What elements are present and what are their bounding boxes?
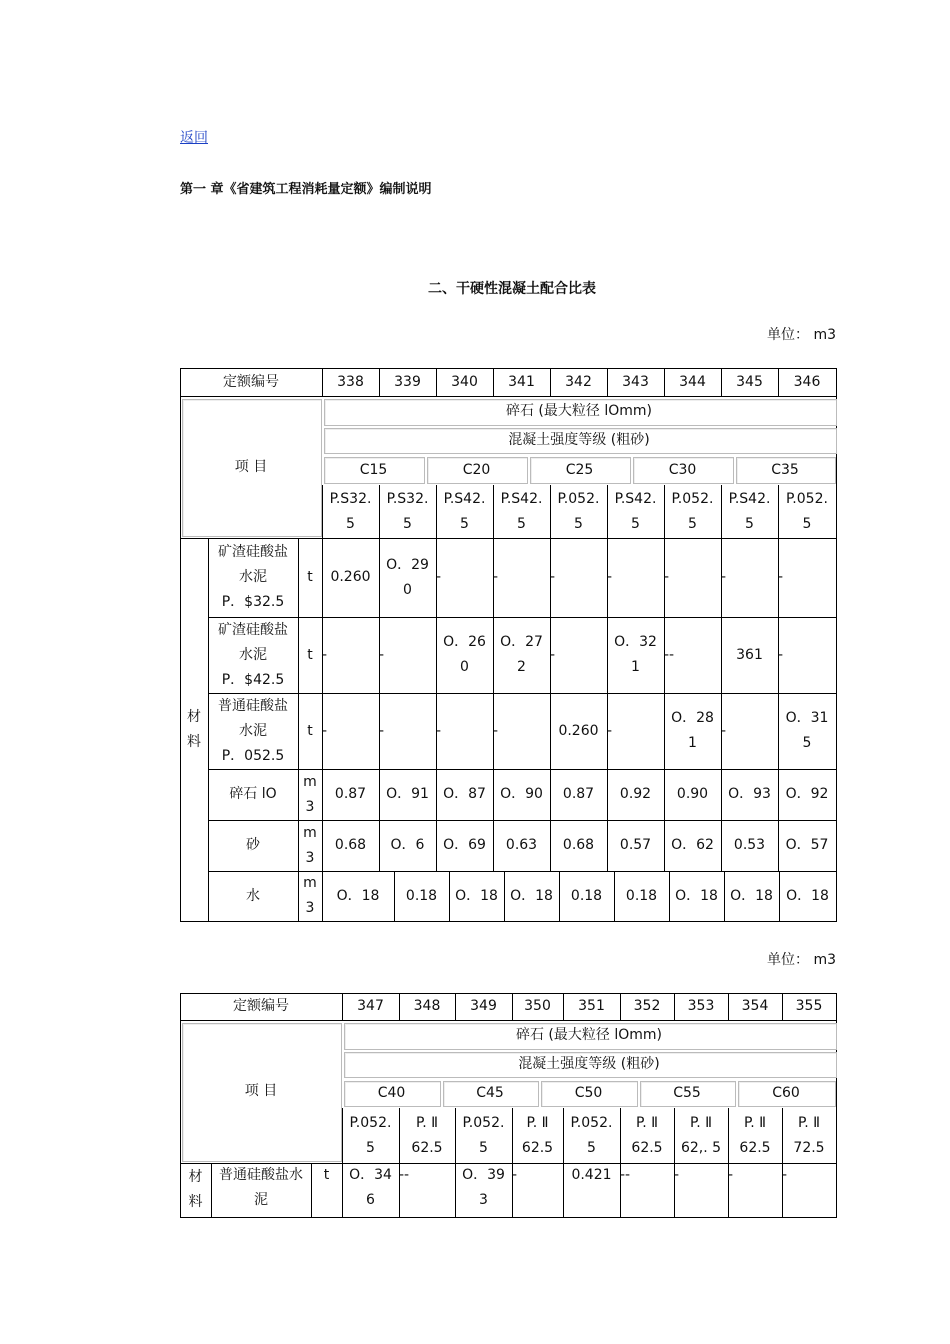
- material-quantity: O．6: [390, 837, 425, 853]
- code-header: 定额编号: [223, 373, 279, 390]
- material-quantity: 0.68: [562, 837, 595, 853]
- quota-code: 340: [451, 373, 478, 390]
- quota-code: 350: [524, 998, 551, 1014]
- material-quantity: -: [721, 569, 727, 585]
- material-quantity: -: [512, 1167, 518, 1183]
- material-unit: t: [307, 722, 313, 739]
- material-quantity: -: [493, 722, 499, 739]
- quota-code: 347: [357, 998, 384, 1014]
- material-quantity: -: [436, 722, 442, 739]
- quota-code: 354: [741, 998, 769, 1014]
- material-unit: t: [323, 1167, 330, 1183]
- material-name: 砂: [246, 837, 260, 853]
- material-quantity: O．32 1: [614, 634, 657, 675]
- material-quantity: 0.90: [676, 786, 709, 802]
- material-quantity: 0.260: [330, 569, 371, 585]
- material-quantity: O．18: [510, 887, 553, 904]
- material-quantity: -: [550, 646, 556, 663]
- material-unit: t: [307, 569, 313, 585]
- cement-type: P.S32. 5: [386, 490, 429, 532]
- material-quantity: O．57: [785, 837, 829, 853]
- cement-type: P. Ⅱ 62.5: [521, 1114, 554, 1156]
- material-quantity: O．31 5: [785, 710, 829, 751]
- cement-type: P. Ⅱ 62.5: [411, 1114, 443, 1156]
- quota-code: 348: [413, 998, 441, 1014]
- material-quantity: --: [664, 646, 675, 663]
- material-name: 碎石 lO: [229, 786, 277, 802]
- material-quantity: -: [782, 1167, 788, 1183]
- cement-type: P.052. 5: [462, 1114, 505, 1156]
- material-quantity: 0.68: [334, 837, 367, 853]
- quota-code: 355: [795, 998, 823, 1014]
- material-quantity: -: [778, 569, 784, 585]
- cement-type: P. Ⅱ 62.5: [631, 1114, 663, 1156]
- material-quantity: -: [493, 569, 499, 585]
- material-unit: m 3: [303, 824, 317, 866]
- quota-code: 343: [622, 373, 649, 390]
- material-group-label: 材 料: [187, 708, 201, 750]
- quota-code: 344: [679, 373, 706, 390]
- strength-grade: C50: [574, 1085, 603, 1101]
- material-quantity: -: [379, 646, 385, 663]
- quota-code: 352: [633, 998, 661, 1014]
- quota-code: 345: [736, 373, 763, 390]
- item-label: 项 目: [234, 458, 268, 475]
- material-name: 普通硅酸盐 水泥 P．052.5: [218, 697, 288, 764]
- table-caption: 二、干硬性混凝土配合比表: [428, 281, 596, 297]
- cement-type: P.S42. 5: [614, 490, 657, 532]
- strength-grade: C30: [668, 461, 697, 478]
- material-quantity: O．18: [786, 887, 829, 904]
- material-unit: m 3: [303, 875, 317, 916]
- material-quantity: 0.57: [619, 837, 652, 853]
- cement-type: P. Ⅱ 62,. 5: [680, 1114, 722, 1156]
- material-quantity: O．18: [455, 887, 498, 904]
- material-quantity: O．26 0: [443, 634, 486, 675]
- material-name: 水: [246, 887, 260, 904]
- material-quantity: 0.18: [625, 887, 658, 904]
- material-quantity: O．28 1: [671, 710, 714, 751]
- strength-grade: C60: [772, 1085, 800, 1101]
- material-quantity: --: [620, 1167, 631, 1183]
- strength-grade: C35: [771, 461, 799, 478]
- quota-code: 338: [337, 373, 364, 390]
- material-quantity: O．87: [443, 786, 486, 802]
- material-quantity: -: [436, 569, 442, 585]
- material-quantity: O．69: [443, 837, 486, 853]
- cement-type: P.S32. 5: [329, 490, 372, 532]
- material-group-label: 材 料: [188, 1169, 203, 1210]
- strength-label: 混凝土强度等级 (粗砂): [508, 432, 650, 448]
- material-quantity: 0.18: [570, 887, 603, 904]
- material-quantity: 0.18: [405, 887, 438, 904]
- cement-type: P. Ⅱ 62.5: [739, 1114, 771, 1156]
- material-quantity: 0.87: [562, 786, 595, 802]
- material-quantity: O．27 2: [500, 634, 543, 675]
- material-name: 矿渣硅酸盐 水泥 P．$32.5: [218, 544, 288, 610]
- material-quantity: O．18: [336, 887, 380, 904]
- quota-code: 349: [470, 998, 497, 1014]
- chapter-title: 第一 章《省建筑工程消耗量定额》编制说明: [180, 182, 432, 197]
- material-quantity: O．34 6: [349, 1167, 392, 1208]
- material-quantity: -: [550, 569, 556, 585]
- material-quantity: O．91: [386, 786, 429, 802]
- material-quantity: O．18: [675, 887, 718, 904]
- material-quantity: 0.53: [733, 837, 766, 853]
- material-quantity: -: [379, 722, 385, 739]
- material-quantity: 0.63: [505, 837, 538, 853]
- aggregate-label: 碎石 (最大粒径 lOmm): [515, 1026, 662, 1043]
- material-unit: t: [307, 646, 313, 663]
- material-quantity: -: [607, 722, 613, 739]
- unit-label-2: 单位： m3: [767, 952, 836, 968]
- strength-grade: C25: [565, 461, 594, 478]
- strength-grade: C20: [462, 461, 491, 478]
- strength-grade: C55: [673, 1085, 701, 1101]
- cement-type: P.S42. 5: [728, 490, 771, 532]
- strength-grade: C15: [359, 461, 388, 478]
- material-quantity: -: [728, 1167, 734, 1183]
- quota-code: 353: [687, 998, 715, 1014]
- material-quantity: O．62: [671, 837, 714, 853]
- material-quantity: O．18: [730, 887, 773, 904]
- material-quantity: 0.92: [619, 786, 652, 802]
- strength-grade: C45: [476, 1085, 504, 1101]
- material-quantity: -: [778, 646, 784, 663]
- item-label: 项 目: [244, 1083, 278, 1099]
- table-rule: [180, 1217, 837, 1218]
- material-quantity: 361: [736, 646, 763, 663]
- cement-type: P.052. 5: [349, 1114, 392, 1156]
- material-name: 普通硅酸盐水 泥: [219, 1167, 303, 1208]
- material-quantity: -: [322, 722, 328, 739]
- unit-label-1: 单位： m3: [767, 327, 836, 343]
- material-unit: m 3: [303, 773, 317, 815]
- material-quantity: -: [607, 569, 613, 585]
- quota-code: 342: [565, 373, 592, 390]
- strength-label: 混凝土强度等级 (粗砂): [518, 1056, 660, 1072]
- material-quantity: 0.421: [571, 1167, 612, 1183]
- cement-type: P.052. 5: [570, 1114, 613, 1156]
- material-quantity: --: [399, 1167, 410, 1183]
- material-quantity: -: [674, 1167, 680, 1183]
- cement-type: P. Ⅱ 72.5: [793, 1114, 825, 1156]
- material-quantity: -: [664, 569, 670, 585]
- material-quantity: O．29 0: [386, 556, 429, 598]
- quota-code: 351: [578, 998, 605, 1014]
- material-quantity: 0.260: [558, 722, 599, 739]
- quota-code: 341: [508, 373, 535, 390]
- cement-type: P.S42. 5: [443, 490, 486, 532]
- back-link[interactable]: 返回: [180, 130, 208, 146]
- material-quantity: 0.87: [334, 786, 367, 802]
- material-quantity: O．93: [728, 786, 771, 802]
- material-quantity: O．39 3: [462, 1167, 505, 1208]
- cement-type: P.052. 5: [671, 490, 714, 532]
- cement-type: P.S42. 5: [500, 490, 543, 532]
- material-quantity: -: [322, 646, 328, 663]
- quota-code: 339: [394, 373, 421, 390]
- cement-type: P.052. 5: [557, 490, 600, 532]
- cement-type: P.052. 5: [786, 490, 828, 532]
- code-header: 定额编号: [233, 998, 289, 1014]
- aggregate-label: 碎石 (最大粒径 lOmm): [505, 402, 652, 419]
- material-quantity: -: [721, 722, 727, 739]
- quota-code: 346: [793, 373, 821, 390]
- material-quantity: O．92: [785, 786, 829, 802]
- table-rule: [180, 921, 837, 922]
- material-name: 矿渣硅酸盐 水泥 P．$42.5: [218, 621, 288, 688]
- material-quantity: O．90: [500, 786, 543, 802]
- strength-grade: C40: [377, 1085, 406, 1101]
